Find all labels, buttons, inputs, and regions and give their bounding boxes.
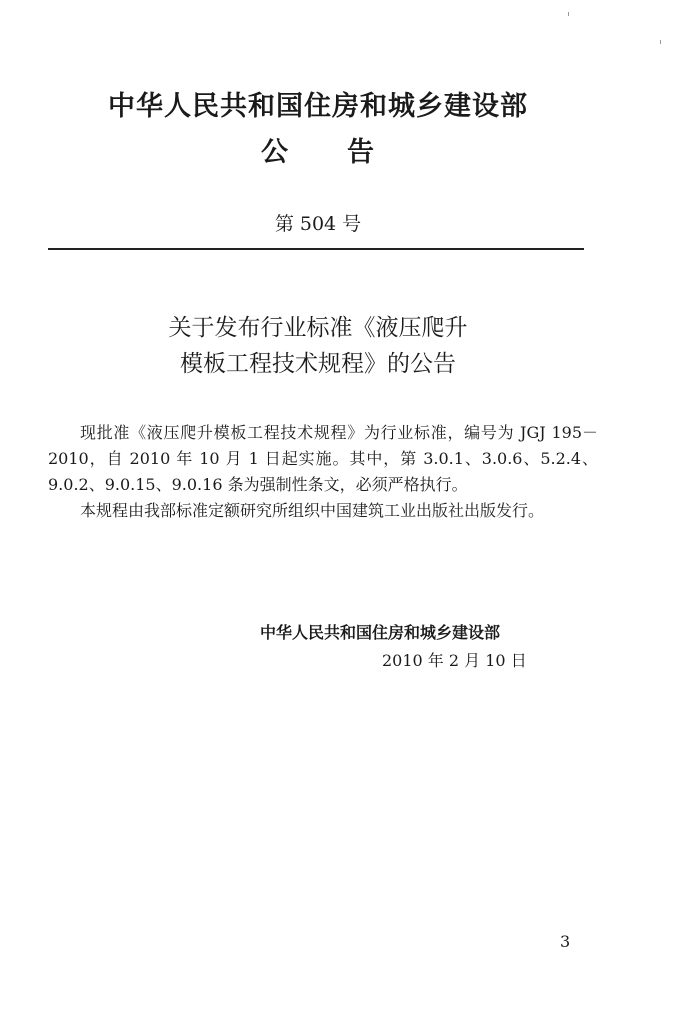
ministry-title: 中华人民共和国住房和城乡建设部 bbox=[108, 91, 528, 122]
scan-mark bbox=[660, 40, 661, 44]
document-number: 第 504 号 bbox=[274, 213, 362, 235]
body-paragraph-1: 现批准《液压爬升模板工程技术规程》为行业标准，编号为 JGJ 195－2010，自 2010 年 10 月 1 日起实施。其中，第 3.0.1、3.0.6、5.2.4、9.0.2、9.0.15、9.0.16 条为强制性条文，必须严格执行。 bbox=[48, 423, 598, 494]
page-number: 3 bbox=[560, 932, 571, 951]
body-paragraph-2: 本规程由我部标准定额研究所组织中国建筑工业出版社出版发行。 bbox=[80, 501, 545, 520]
notice-title-line-1: 关于发布行业标准《液压爬升 bbox=[168, 315, 468, 341]
signature-date: 2010 年 2 月 10 日 bbox=[382, 651, 527, 670]
announcement-char-1: 公 bbox=[261, 137, 289, 168]
notice-body bbox=[48, 420, 598, 524]
signature-organization: 中华人民共和国住房和城乡建设部 bbox=[260, 623, 501, 642]
announcement-char-2: 告 bbox=[347, 137, 375, 168]
notice-title-line-2: 模板工程技术规程》的公告 bbox=[180, 351, 456, 377]
header-divider bbox=[48, 248, 584, 250]
notice-title bbox=[0, 310, 636, 382]
announcement-heading bbox=[0, 130, 636, 169]
scan-mark bbox=[568, 12, 569, 16]
